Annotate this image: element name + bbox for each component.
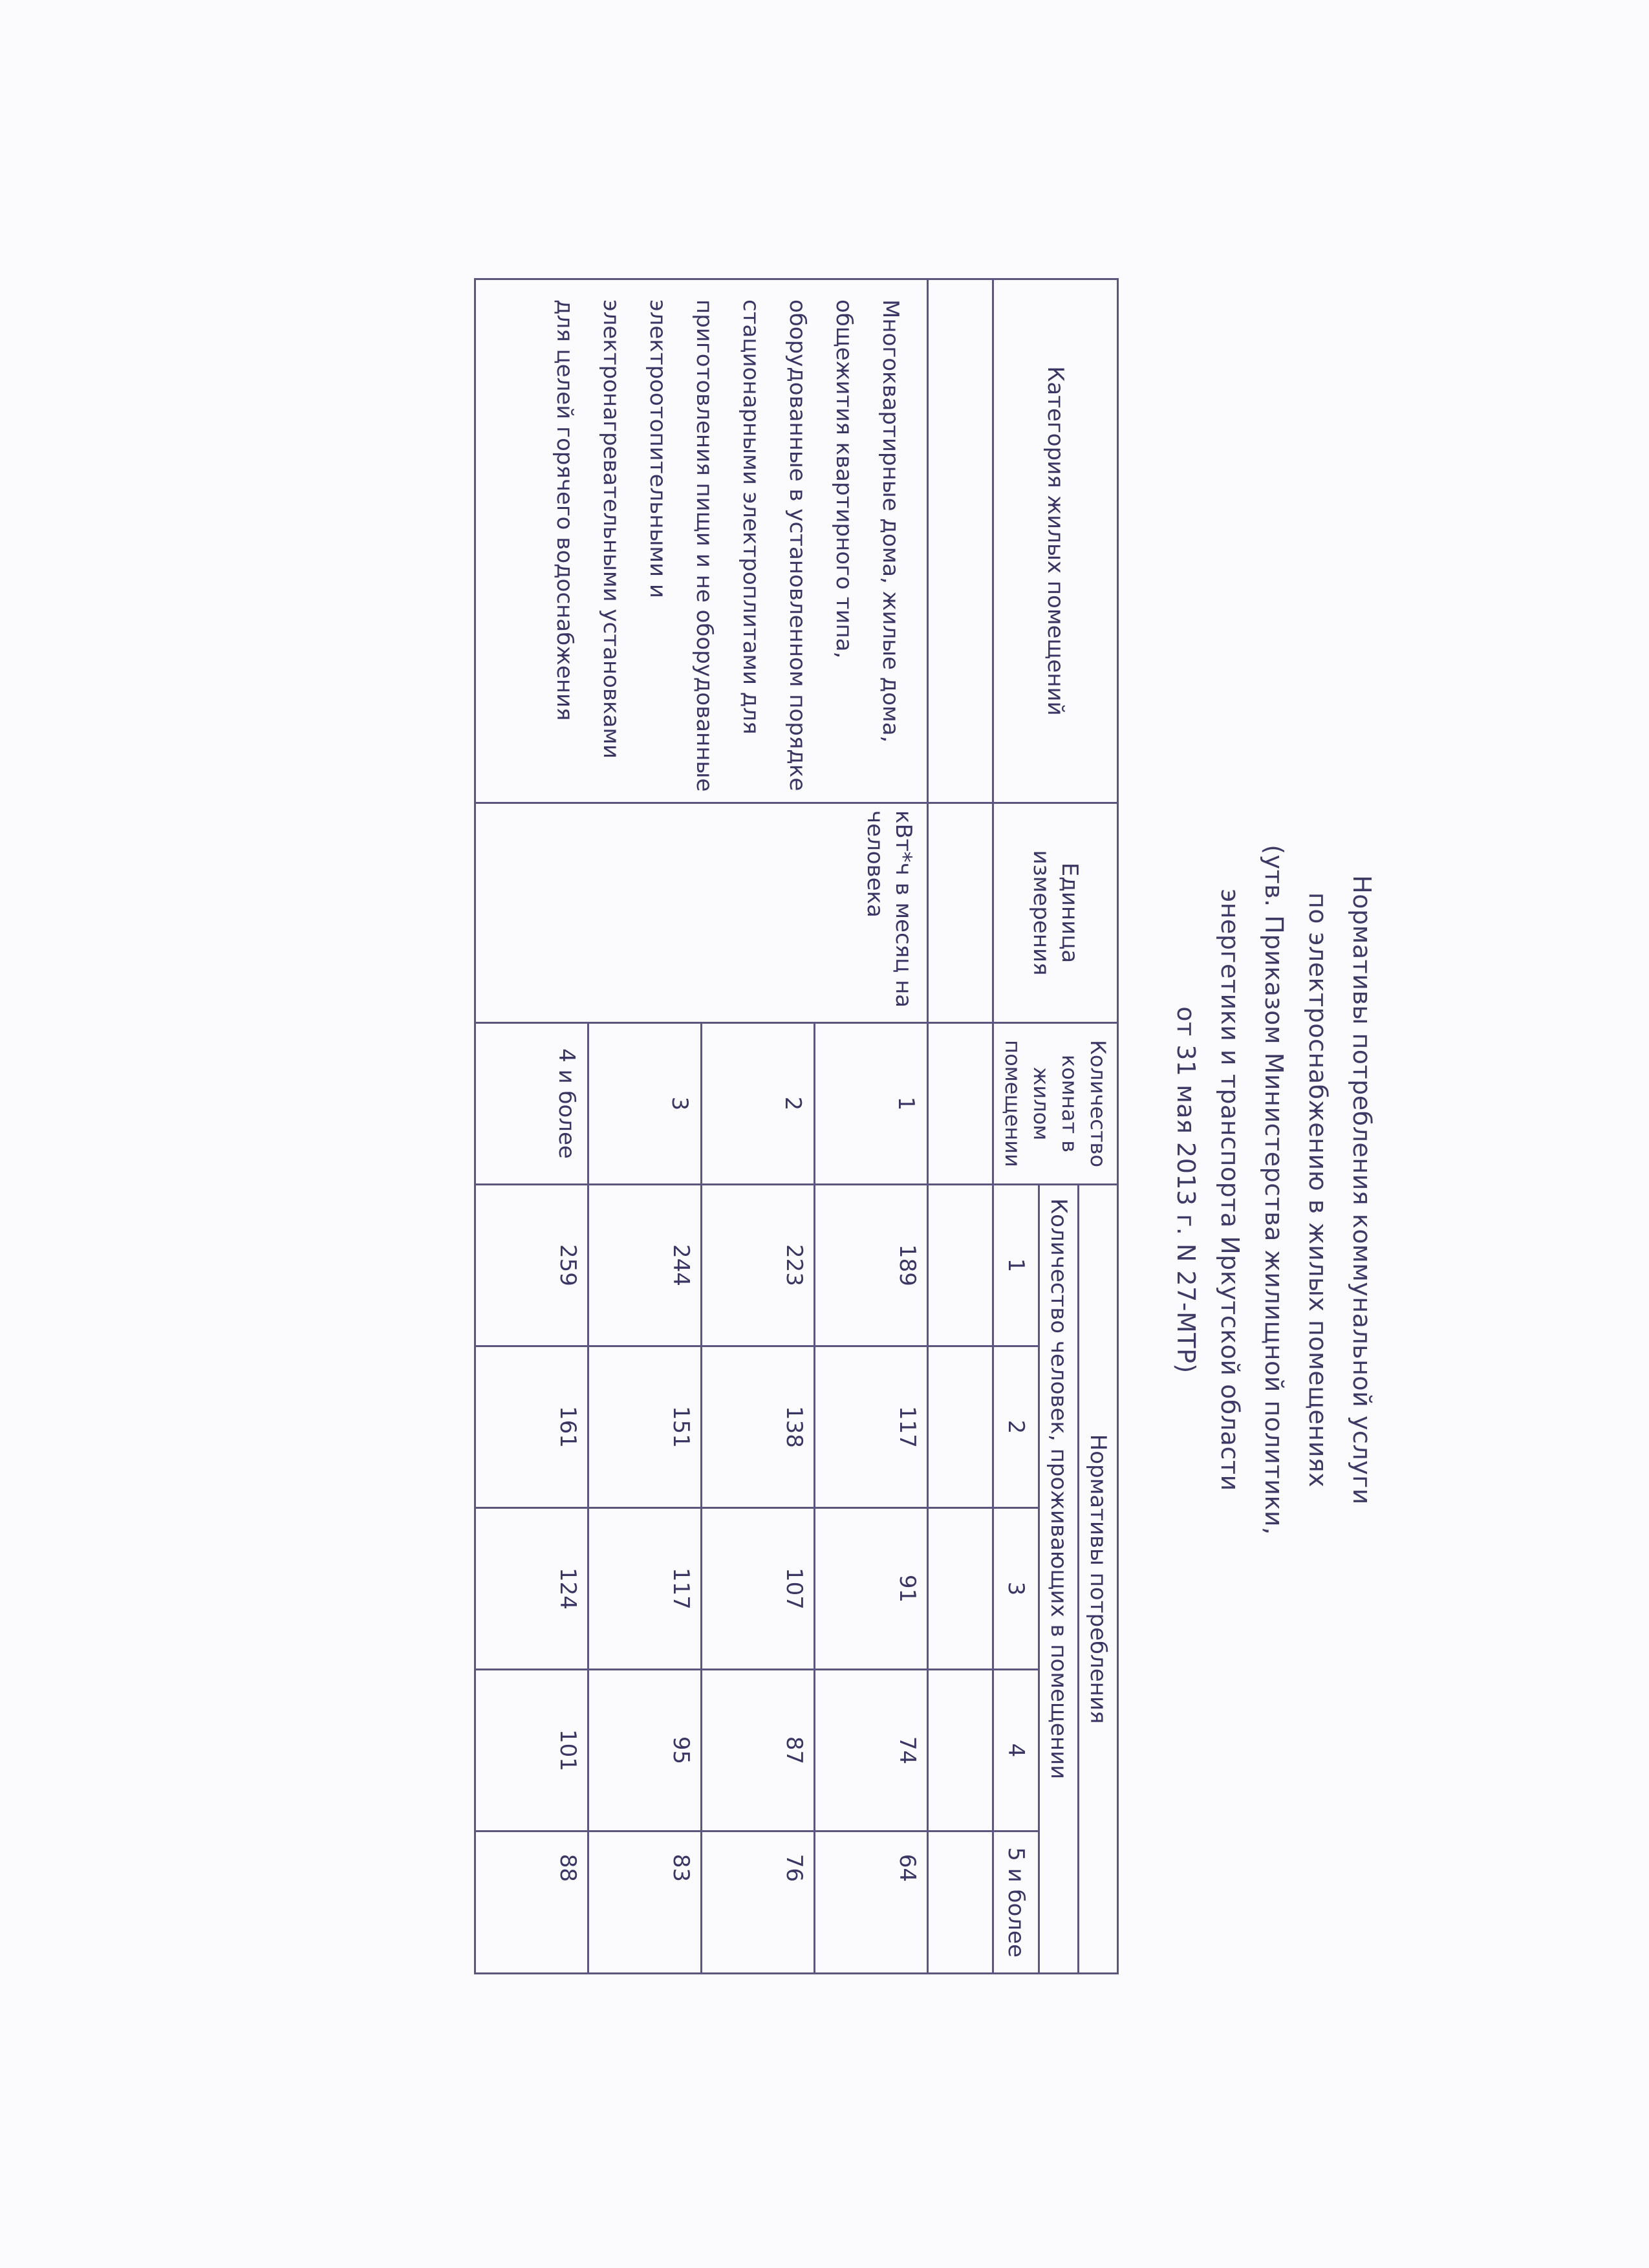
empty-cell (928, 803, 993, 1023)
value-cell: 87 (702, 1670, 815, 1831)
value-cell: 74 (815, 1670, 928, 1831)
value-cell: 138 (702, 1346, 815, 1508)
table-row (815, 279, 928, 1974)
value-cell: 117 (588, 1508, 702, 1670)
empty-cell (928, 1831, 993, 1974)
value-cell: 88 (475, 1831, 588, 1974)
value-cell: 91 (815, 1508, 928, 1670)
people-count-5-plus: 5 и более (993, 1831, 1039, 1974)
category-header: Категория жилых помещений (993, 279, 1118, 803)
empty-cell (928, 1670, 993, 1831)
value-cell: 64 (815, 1831, 928, 1974)
rooms-cell: 3 (588, 1023, 702, 1185)
rooms-cell: 1 (815, 1023, 928, 1185)
rotated-content (285, 220, 1384, 1966)
value-cell: 117 (815, 1346, 928, 1508)
title-line: по электроснабжению в жилых помещениях (1304, 892, 1332, 1488)
people-count-1: 1 (993, 1185, 1039, 1346)
value-cell: 259 (475, 1185, 588, 1346)
norms-table (474, 278, 1119, 1974)
title-line: (утв. Приказом Министерства жилищной политики, (1260, 845, 1288, 1535)
empty-cell (928, 279, 993, 803)
empty-cell (928, 1185, 993, 1346)
document-title (1164, 802, 1384, 1578)
title-line: от 31 мая 2013 г. N 27-МТР) (1172, 1006, 1200, 1374)
people-header: Количество человек, проживающих в помещении (1039, 1185, 1079, 1974)
people-count-2: 2 (993, 1346, 1039, 1508)
value-cell: 189 (815, 1185, 928, 1346)
rooms-cell: 2 (702, 1023, 815, 1185)
people-count-4: 4 (993, 1670, 1039, 1831)
value-cell: 161 (475, 1346, 588, 1508)
empty-cell (928, 1346, 993, 1508)
value-cell: 107 (702, 1508, 815, 1670)
title-line: Нормативы потребления коммунальной услуги (1348, 875, 1376, 1505)
value-cell: 95 (588, 1670, 702, 1831)
value-cell: 101 (475, 1670, 588, 1831)
unit-cell: кВт*ч в месяц на человека (475, 803, 928, 1023)
value-cell: 124 (475, 1508, 588, 1670)
unit-header: Единица измерения (993, 803, 1118, 1023)
rooms-header: Количество комнат в жилом помещении (993, 1023, 1118, 1185)
category-cell: Многоквартирные дома, жилые дома, общежития квартирного типа, оборудованные в установленном порядке стационарными электроплитами для приготовления пищи и не оборудованные электроотопительными и электронагревательными установками для целей горячего водоснабжения (475, 279, 928, 803)
blank-row (928, 279, 993, 1974)
empty-cell (928, 1023, 993, 1185)
people-count-3: 3 (993, 1508, 1039, 1670)
value-cell: 151 (588, 1346, 702, 1508)
rooms-cell: 4 и более (475, 1023, 588, 1185)
value-cell: 223 (702, 1185, 815, 1346)
title-line: энергетики и транспорта Иркутской области (1216, 889, 1244, 1491)
value-cell: 76 (702, 1831, 815, 1974)
value-cell: 244 (588, 1185, 702, 1346)
empty-cell (928, 1508, 993, 1670)
value-cell: 83 (588, 1831, 702, 1974)
norms-header: Нормативы потребления (1079, 1185, 1118, 1974)
